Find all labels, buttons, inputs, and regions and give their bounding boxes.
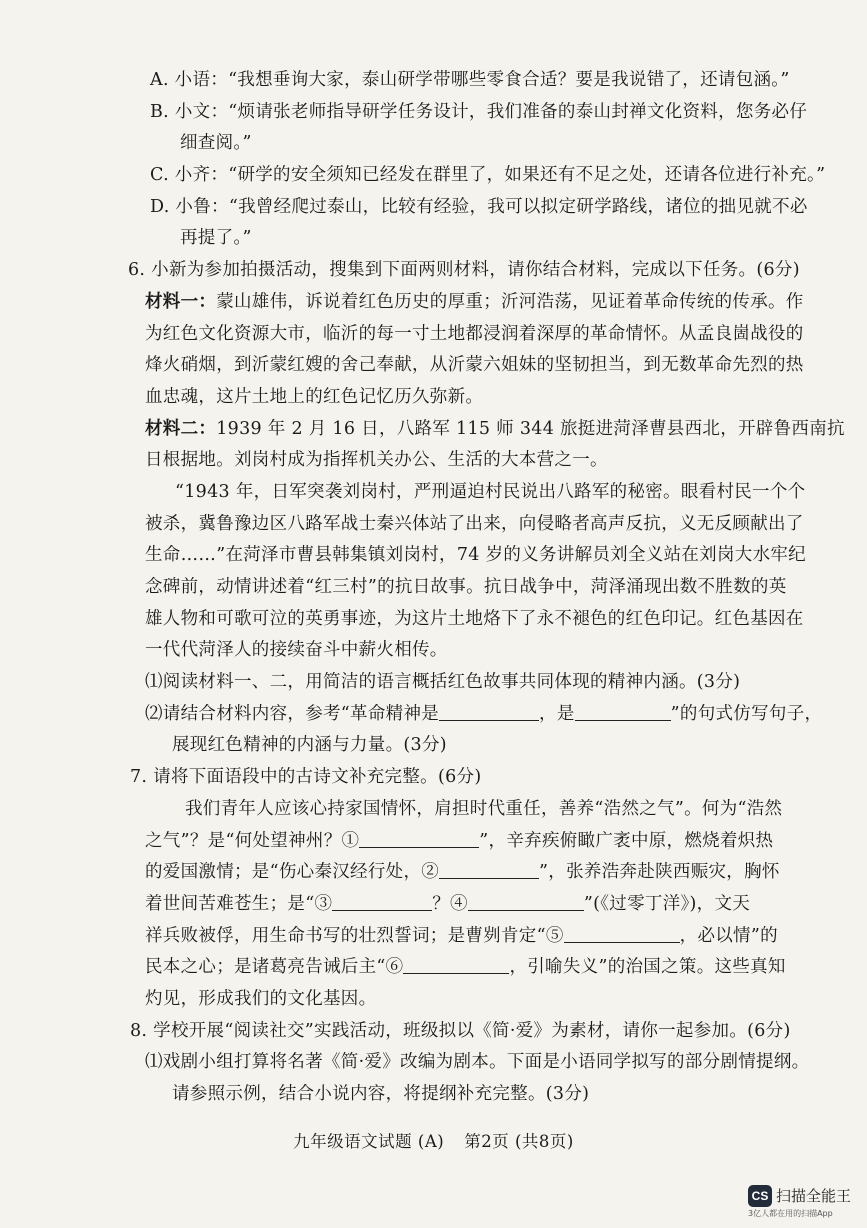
q6-sub2-text-b: ，是 <box>539 704 575 724</box>
camscanner-logo-icon: CS <box>748 1185 772 1207</box>
q7-stem: 7. 请将下面语段中的古诗文补充完整。(6分) <box>130 767 482 787</box>
q6-material-2-label: 材料二： <box>145 419 217 439</box>
q8-subquestion-1: ⑴戏剧小组打算将名著《简·爱》改编为剧本。下面是小语同学拟写的部分剧情提纲。 <box>145 1052 810 1072</box>
q5-option-b: B. 小文：“烦请张老师指导研学任务设计，我们准备的泰山封禅文化资料，您务必仔 <box>150 102 808 122</box>
q6-material-2-line-1: 1939 年 2 月 16 日，八路军 115 师 344 旅挺进菏泽曹县西北，开辟鲁西南抗 <box>216 419 845 439</box>
q6-stem: 6. 小新为参加拍摄活动，搜集到下面两则材料，请你结合材料，完成以下任务。(6分) <box>128 260 800 280</box>
q6-material-1-line-1: 蒙山雄伟，诉说着红色历史的厚重；沂河浩荡，见证着革命传统的传承。作 <box>216 292 804 312</box>
q7-line-6-a: 民本之心；是诸葛亮告诫后主“⑥ <box>145 957 404 977</box>
q6-material-2-line-2: 日根据地。刘岗村成为指挥机关办公、生活的大本营之一。 <box>145 450 608 470</box>
q6-sub2-text-c: ”的句式仿写句子， <box>670 704 823 724</box>
footer-exam-title: 九年级语文试题 (A) <box>293 1132 445 1151</box>
q7-line-6-b: ，引喻失义”的治国之策。这些真知 <box>509 957 786 977</box>
q7-line-4 <box>145 892 750 916</box>
q7-line-6 <box>145 955 786 979</box>
camscanner-watermark <box>748 1180 860 1220</box>
q7-line-7: 灼见，形成我们的文化基因。 <box>145 989 377 1009</box>
q6-material-2-line-7: 雄人物和可歌可泣的英勇事迹，为这片土地烙下了永不褪色的红色印记。红色基因在 <box>145 609 804 629</box>
q5-option-b-cont: 细查阅。” <box>180 133 252 153</box>
q6-material-1-line-4: 血忠魂，这片土地上的红色记忆历久弥新。 <box>145 387 484 407</box>
q6-material-2-line-5: 生命……”在菏泽市曹县韩集镇刘岗村，74 岁的义务讲解员刘全义站在刘岗大水牢纪 <box>145 545 806 565</box>
q5-option-a: A. 小语：“我想垂询大家，泰山研学带哪些零食合适？要是我说错了，还请包涵。” <box>150 70 790 90</box>
q7-line-5-b: ，必以情”的 <box>679 926 778 946</box>
poem-blank-6[interactable] <box>403 955 509 974</box>
poem-blank-4[interactable] <box>468 892 584 911</box>
q7-line-4-a: 着世间苦难苍生；是“③ <box>145 894 333 914</box>
q5-option-d-cont: 再提了。” <box>180 228 252 248</box>
q7-line-3 <box>145 860 780 884</box>
q6-material-2 <box>145 417 845 441</box>
poem-blank-3[interactable] <box>332 892 432 911</box>
q6-material-1-line-2: 为红色文化资源大市，临沂的每一寸土地都浸润着深厚的革命情怀。从孟良崮战役的 <box>145 324 804 344</box>
q6-subquestion-1: ⑴阅读材料一、二，用简洁的语言概括红色故事共同体现的精神内涵。(3分) <box>145 672 741 692</box>
footer-page-number: 第2页 (共8页) <box>464 1132 574 1151</box>
q6-subquestion-2 <box>145 702 822 726</box>
q7-line-2-a: 之气”？是“何处望神州？① <box>145 831 360 851</box>
q7-line-2-b: ”，辛弃疾俯瞰广袤中原，燃烧着炽热 <box>479 831 774 851</box>
q7-line-1: 我们青年人应该心持家国情怀，肩担时代重任，善养“浩然之气”。何为“浩然 <box>185 799 783 819</box>
q6-material-2-line-6: 念碑前，动情讲述着“红三村”的抗日故事。抗日战争中，菏泽涌现出数不胜数的英 <box>145 577 787 597</box>
q7-line-5 <box>145 924 778 948</box>
q7-line-2 <box>145 829 773 853</box>
q7-line-3-b: ”，张养浩奔赴陕西赈灾，胸怀 <box>539 862 780 882</box>
q6-material-1-label: 材料一： <box>145 292 217 312</box>
q6-material-2-line-4: 被杀，冀鲁豫边区八路军战士秦兴体站了出来，向侵略者高声反抗，义无反顾献出了 <box>145 514 804 534</box>
q8-stem: 8. 学校开展“阅读社交”实践活动，班级拟以《简·爱》为素材，请你一起参加。(6分) <box>130 1021 791 1041</box>
page-footer <box>0 1128 867 1152</box>
q7-line-3-a: 的爱国激情；是“伤心秦汉经行处，② <box>145 862 440 882</box>
q6-material-1 <box>145 290 804 314</box>
q7-line-5-a: 祥兵败被俘，用生命书写的壮烈誓词；是曹刿肯定“⑤ <box>145 926 564 946</box>
q6-subquestion-2-cont: 展现红色精神的内涵与力量。(3分) <box>172 735 447 755</box>
q7-line-4-b: ？④ <box>432 894 468 914</box>
q6-material-1-line-3: 烽火硝烟，到沂蒙红嫂的舍己奉献，从沂蒙六姐妹的坚韧担当，到无数革命先烈的热 <box>145 355 804 375</box>
q6-material-2-line-8: 一代代菏泽人的接续奋斗中薪火相传。 <box>145 640 448 660</box>
camscanner-tagline: 3亿人都在用的扫描App <box>748 1209 833 1218</box>
poem-blank-2[interactable] <box>439 860 539 879</box>
poem-blank-1[interactable] <box>359 829 479 848</box>
q5-option-c: C. 小齐：“研学的安全须知已经发在群里了，如果还有不足之处，还请各位进行补充。” <box>150 165 826 185</box>
answer-blank[interactable] <box>439 702 539 721</box>
q7-line-4-c: ”(《过零丁洋》)，文天 <box>583 894 751 914</box>
q6-material-2-line-3: “1943 年，日军突袭刘岗村，严刑逼迫村民说出八路军的秘密。眼看村民一个个 <box>175 482 806 502</box>
camscanner-name: 扫描全能王 <box>776 1187 852 1205</box>
q5-option-d: D. 小鲁：“我曾经爬过泰山，比较有经验，我可以拟定研学路线，诸位的拙见就不必 <box>150 197 808 217</box>
q6-sub2-text-a: ⑵请结合材料内容，参考“革命精神是 <box>145 704 440 724</box>
q8-subquestion-1-cont: 请参照示例，结合小说内容，将提纲补充完整。(3分) <box>172 1084 590 1104</box>
answer-blank[interactable] <box>575 702 671 721</box>
poem-blank-5[interactable] <box>564 924 680 943</box>
